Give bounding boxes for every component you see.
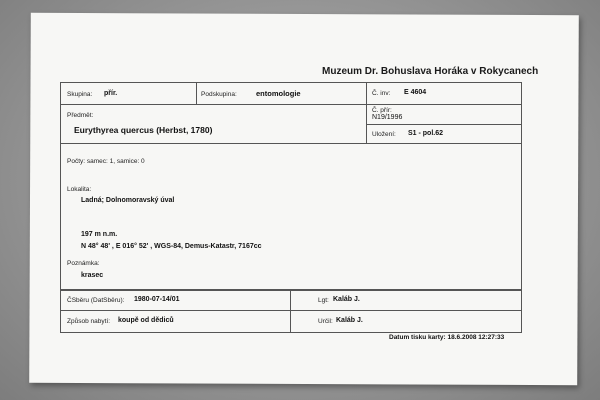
altitude-value: 197 m n.m. xyxy=(81,231,118,238)
museum-name: Muzeum Dr. Bohuslava Horáka v Rokycanech xyxy=(322,66,539,77)
body-table xyxy=(60,143,522,291)
pocty-text: Počty: samec: 1, samice: 0 xyxy=(67,158,145,165)
coords-value: N 48° 48' , E 016° 52' , WGS-84, Demus-Katastr, 7167cc xyxy=(81,243,262,250)
lgt-label: Lgt: xyxy=(318,297,329,304)
podskupina-value: entomologie xyxy=(256,89,301,98)
cinv-value: E 4604 xyxy=(404,89,427,96)
poznamka-value: krasec xyxy=(81,272,104,279)
print-date: Datum tisku karty: 18.6.2008 12:27:33 xyxy=(389,334,505,341)
skupina-label: Skupina: xyxy=(67,91,93,98)
lgt-value: Kaláb J. xyxy=(333,296,360,303)
csberu-value: 1980-07-14/01 xyxy=(134,296,180,303)
cprir-label: Č. přír: xyxy=(372,107,392,114)
lokalita-value: Ladná; Dolnomoravský úval xyxy=(81,197,175,204)
bottom-table xyxy=(60,289,522,333)
ulozeni-label: Uložení: xyxy=(372,131,396,138)
lokalita-label: Lokalita: xyxy=(67,186,92,193)
zpusob-label: Způsob nabytí: xyxy=(67,318,110,325)
ulozeni-value: S1 - pol.62 xyxy=(408,130,444,137)
csberu-label: ČSběru (DatSběru): xyxy=(67,297,125,304)
zpusob-value: koupě od dědiců xyxy=(118,317,174,324)
cinv-label: Č. inv: xyxy=(372,90,391,97)
urcil-value: Kaláb J. xyxy=(336,317,363,324)
urcil-label: Určil: xyxy=(318,318,333,325)
podskupina-label: Podskupina: xyxy=(201,91,237,98)
skupina-value: přír. xyxy=(104,90,118,97)
predmet-value: Eurythyrea quercus (Herbst, 1780) xyxy=(74,125,213,135)
poznamka-label: Poznámka: xyxy=(67,260,100,267)
predmet-label: Předmět: xyxy=(67,112,94,119)
cprir-value: N19/1996 xyxy=(372,114,403,121)
